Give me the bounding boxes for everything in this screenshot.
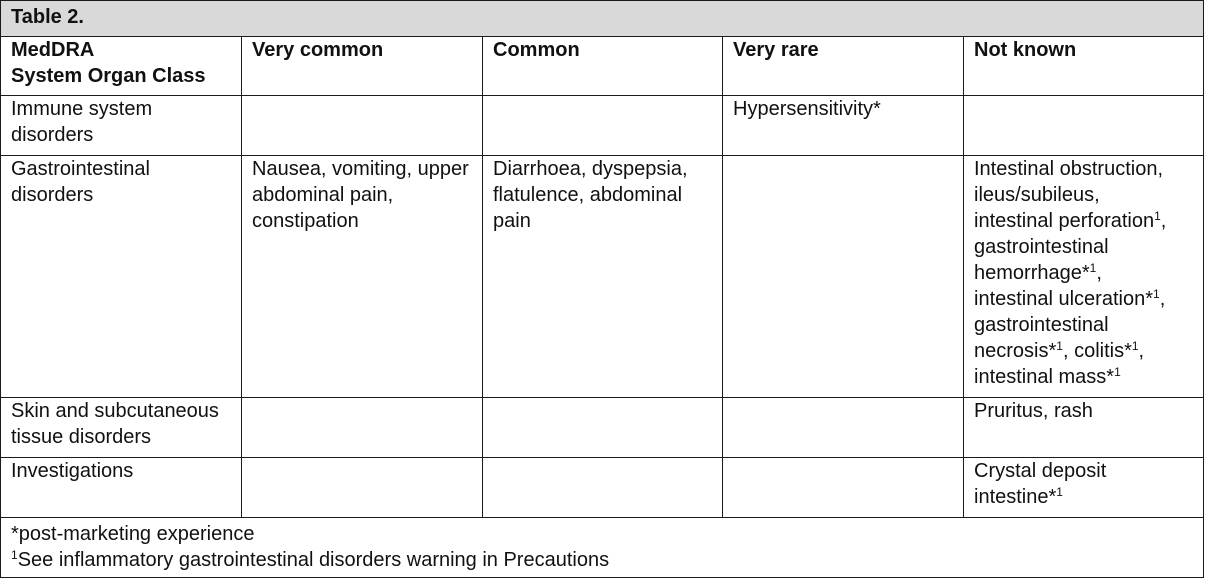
cell-system-organ-class: Immune system disorders bbox=[1, 96, 242, 156]
cell-not-known bbox=[964, 96, 1204, 156]
table-title: Table 2. bbox=[1, 1, 1204, 37]
cell-line bbox=[974, 312, 1195, 338]
cell-line bbox=[974, 398, 1195, 424]
table-row bbox=[1, 156, 1204, 398]
cell-line bbox=[974, 156, 1195, 182]
table-row bbox=[1, 96, 1204, 156]
cell-text: , bbox=[1096, 262, 1102, 284]
cell-line bbox=[974, 458, 1195, 484]
footnote bbox=[11, 521, 1195, 547]
footnote-marker: 1 bbox=[1089, 261, 1097, 275]
cell-text: gastrointestinal bbox=[974, 236, 1109, 258]
footnote-marker: 1 bbox=[11, 548, 18, 562]
cell-system-organ-class: Skin and subcutaneous tissue disorders bbox=[1, 398, 242, 458]
cell-very-rare bbox=[723, 458, 964, 518]
column-header-common: Common bbox=[483, 37, 723, 96]
cell-text: Crystal deposit bbox=[974, 460, 1107, 482]
cell-text: gastrointestinal bbox=[974, 314, 1109, 336]
cell-text: , bbox=[1159, 288, 1166, 310]
cell-text: intestinal mass* bbox=[974, 366, 1115, 388]
table-footnotes bbox=[1, 518, 1204, 578]
footnote-marker: 1 bbox=[1153, 287, 1160, 301]
cell-not-known bbox=[964, 398, 1204, 458]
table-row bbox=[1, 458, 1204, 518]
cell-common bbox=[483, 398, 723, 458]
cell-system-organ-class: Gastrointestinal disorders bbox=[1, 156, 242, 398]
cell-very-rare bbox=[723, 156, 964, 398]
cell-line bbox=[974, 208, 1195, 234]
cell-text: Pruritus, rash bbox=[974, 400, 1093, 422]
footnote-marker: 1 bbox=[1056, 485, 1063, 499]
cell-text: intestinal ulceration* bbox=[974, 288, 1153, 310]
table-footnote-row bbox=[1, 518, 1204, 578]
cell-text: hemorrhage* bbox=[974, 262, 1090, 284]
footnote-text: See inflammatory gastrointestinal disorders warning in Precautions bbox=[17, 549, 610, 571]
cell-common bbox=[483, 458, 723, 518]
cell-text: necrosis* bbox=[974, 340, 1057, 362]
cell-text: , bbox=[1138, 340, 1145, 362]
table-title-row bbox=[1, 1, 1204, 37]
cell-text: Intestinal obstruction, bbox=[974, 158, 1163, 180]
cell-text: , bbox=[1160, 210, 1167, 232]
cell-text: intestine* bbox=[974, 486, 1057, 508]
footnote-marker: 1 bbox=[1131, 339, 1139, 353]
header-line: MedDRA bbox=[11, 39, 95, 61]
table-header-row bbox=[1, 37, 1204, 96]
cell-text: , colitis* bbox=[1062, 340, 1132, 362]
cell-not-known bbox=[964, 156, 1204, 398]
cell-text: ileus/subileus, bbox=[974, 184, 1100, 206]
cell-very-rare: Hypersensitivity* bbox=[723, 96, 964, 156]
footnote-marker: 1 bbox=[1154, 209, 1161, 223]
cell-very-common bbox=[242, 458, 483, 518]
footnote bbox=[11, 547, 1195, 573]
footnote-marker: 1 bbox=[1056, 339, 1063, 353]
table-row bbox=[1, 398, 1204, 458]
cell-common bbox=[483, 96, 723, 156]
footnote-text: *post-marketing experience bbox=[11, 523, 255, 545]
cell-line bbox=[974, 286, 1195, 312]
cell-line bbox=[974, 484, 1195, 510]
cell-very-common: Nausea, vomiting, upper abdominal pain, constipation bbox=[242, 156, 483, 398]
footnote-marker: 1 bbox=[1114, 365, 1121, 379]
cell-text: intestinal perforation bbox=[974, 210, 1155, 232]
column-header-very-common: Very common bbox=[242, 37, 483, 96]
cell-line bbox=[974, 182, 1195, 208]
cell-very-rare bbox=[723, 398, 964, 458]
table-body bbox=[1, 96, 1204, 518]
cell-line bbox=[974, 364, 1195, 390]
column-header-very-rare: Very rare bbox=[723, 37, 964, 96]
cell-very-common bbox=[242, 96, 483, 156]
cell-line bbox=[974, 260, 1195, 286]
cell-line bbox=[974, 234, 1195, 260]
column-header-not-known: Not known bbox=[964, 37, 1204, 96]
cell-very-common bbox=[242, 398, 483, 458]
header-line: System Organ Class bbox=[11, 65, 206, 87]
cell-system-organ-class: Investigations bbox=[1, 458, 242, 518]
column-header-soc bbox=[1, 37, 242, 96]
cell-common: Diarrhoea, dyspepsia, flatulence, abdominal pain bbox=[483, 156, 723, 398]
cell-line bbox=[974, 338, 1195, 364]
cell-not-known bbox=[964, 458, 1204, 518]
